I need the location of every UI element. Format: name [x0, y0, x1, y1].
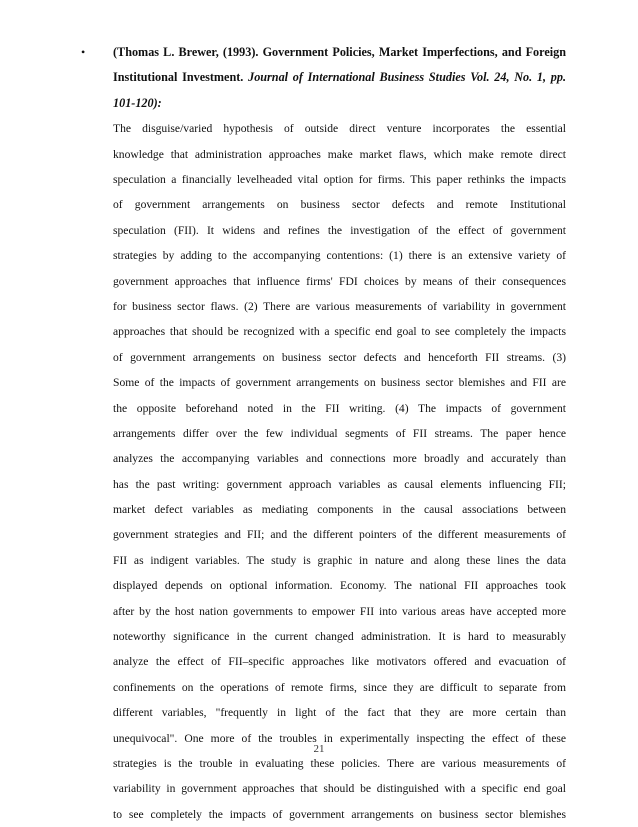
abstract-line: arrangements differ over the few individual segments of FII streams. The paper hence: [113, 426, 566, 440]
abstract-line: after by the host nation governments to empower FII into various areas have accepted more: [113, 604, 566, 618]
abstract-line: of government arrangements on business sector defects and henceforth FII streams. (3): [113, 350, 566, 364]
abstract-line: knowledge that administration approaches make market flaws, which make remote direct: [113, 147, 566, 161]
abstract-line: unequivocal". One more of the troubles in experimentally inspecting the effect of these: [113, 731, 566, 745]
abstract-line: government strategies and FII; and the different pointers of the different measurements of: [113, 528, 566, 542]
abstract-line: has the past writing: government approach variables as causal elements influencing FII;: [113, 477, 566, 491]
abstract-line: speculation a financially levelheaded vital option for firms. This paper rethinks the impacts: [113, 173, 566, 186]
abstract-line: analyzes the accompanying variables and connections more broadly and accurately than: [113, 452, 566, 466]
bullet-icon: •: [81, 45, 86, 59]
abstract-line: the opposite beforehand noted in the FII writing. (4) The impacts of government: [113, 401, 566, 415]
bibliography-entry: [81, 40, 567, 827]
abstract-line: confinements on the operations of remote firms, since they are difficult to separate from: [113, 680, 566, 694]
abstract-line: speculation (FII). It widens and refines the investigation of the effect of government: [113, 223, 566, 237]
citation: [113, 40, 566, 116]
abstract-line: to see completely the impacts of government arrangements on business sector blemishes: [113, 807, 566, 821]
abstract-line: of government arrangements on business sector defects and remote Institutional: [113, 198, 566, 212]
abstract-line: approaches that should be recognized with a specific end goal to see completely the impacts: [113, 325, 566, 339]
abstract-text: [113, 116, 566, 827]
page-number: 21: [313, 743, 325, 755]
abstract-line: government approaches that influence firms' FDI choices by means of their consequences: [113, 274, 566, 288]
abstract-line: different variables, "frequently in light of the fact that they are more certain than: [113, 706, 566, 720]
abstract-line: for business sector flaws. (2) There are various measurements of variability in government: [113, 299, 566, 313]
abstract-line: analyze the effect of FII–specific approaches like motivators offered and evacuation of: [113, 655, 566, 669]
abstract-line: displayed depends on optional information. Economy. The national FII approaches took: [113, 579, 566, 593]
abstract-line: strategies by adding to the accompanying contentions: (1) there is an extensive variety of: [113, 249, 566, 263]
abstract-line: FII as indigent variables. The study is graphic in nature and along these lines the data: [113, 553, 566, 567]
abstract-line: The disguise/varied hypothesis of outside direct venture incorporates the essential: [113, 122, 566, 136]
abstract-line: market defect variables as mediating components in the causal associations between: [113, 503, 566, 517]
citation-journal: Journal of International Business Studies Vol. 24, No. 1, pp. 101-120):: [113, 70, 567, 110]
abstract-line: noteworthy significance in the current changed administration. It is hard to measurably: [113, 630, 566, 644]
abstract-line: Some of the impacts of government arrangements on business sector blemishes and FII are: [113, 376, 566, 390]
abstract-line: variability in government approaches that should be distinguished with a specific end goal: [113, 782, 566, 796]
abstract-line: strategies is the trouble in evaluating these policies. There are various measurements of: [113, 756, 566, 770]
citation-authors-title: (Thomas L. Brewer, (1993). Government Policies, Market Imperfections, and Foreign Institutional Investment.: [113, 45, 566, 85]
